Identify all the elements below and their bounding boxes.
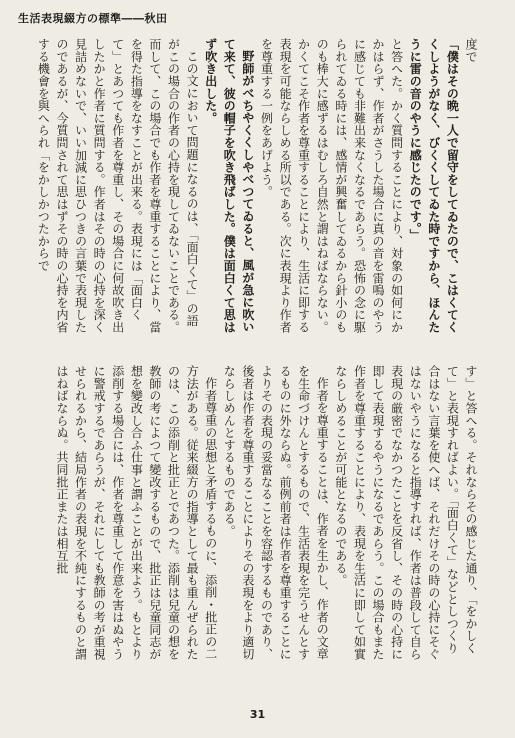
page-number: 31 bbox=[249, 708, 266, 721]
paragraph: 度で bbox=[464, 38, 478, 63]
lower-text-block bbox=[14, 365, 480, 662]
paragraph: 作者を尊重することは、作者を生かし、作者の文章を生命づけんとするもので、生活表現を完うせんとするものに外ならぬ。前例前者は作者を尊重することによりその表現の妥當なることを容認するものであり、後者は作者を尊重することによりその表現をより適切ならしめんとするものである。 bbox=[222, 365, 330, 661]
running-title: 生活表現綴方の標準――秋田 bbox=[18, 12, 168, 25]
paragraph: この文において問題になるのは、「面白くて」の語がこの場合の作者の心持を現してゐないことである。而して、この場合でも作者を尊重することにより、當を得た指導をなすことが出来る。表現には「面白くて」とあつても作者を尊重し、その場合に何故吹き出したかと作者に質問する。作者はその時の心持を深く見詰めないで、いい加減に思ひつきの言葉で表現したのであるが、今質問されて思はずその時の心持を内省する機會を與へられ「をかしかつたからで bbox=[36, 38, 200, 334]
example-sentence: 野師がべちやくくしやべつてゐると、風が急に吹いて来て、彼の帽子を吹き飛ばした。僕は面白くて思はず吹き出した。 bbox=[203, 38, 255, 334]
paragraph: 作者尊重の思想と矛盾するものに、添削・批正の二方法がある。従来綴方の指導として最も重んぜられたのは、この添削と批正とであつた。添削は兒童の想を教師の考によつて變改するもので、批正は兒童同志が想を變改し合ふ仕事と謂ふことが出来よう。もとより添削する場合には、作者を尊重して作意を害はぬやうに警戒するであらうが、それにしても教師の考が重視せられるから、結局作者の表現を不純にするものと謂はねばならぬ。共同批正または相互批 bbox=[54, 365, 218, 661]
quoted-answer: 「僕はその晩一人で留守をしてゐたので、こはくてくくしようがなく、びくくしてゐた時ですから、ほんたうに雷の音のやうに感じたのです。」 bbox=[408, 38, 460, 334]
paragraph: と答へた。かく質問することにより、対象の如何にかかはらず、作者がさうした場合に真の音を雷鳴のやうに感じても非難出来なくなるであらう。恐怖の念に駆られてゐる時には、感情が興奮してゐるから針小のものも棒大に感ずるはむしろ自然と謂はねばならない。かくてこそ作者を尊重することにより、生活に即する表現を可能ならしめる所以である。次に表現より作者を尊重する一例をあげよう。 bbox=[259, 38, 404, 334]
paragraph: す」と答へる。それならその感じた通り、「をかしくて」と表現すればよい。「面白くて」などとしつくり合はない言葉を使へば、それだけその時の心持にそぐはないやうになると指導すれば、作者は普段して自ら表現の厳密でなかつたことを反省し、その時の心持に即して表現するやうになるであらう。この場合もまた作者を尊重することにより、表現を生活に即して如實ならしめることが可能となるのである。 bbox=[333, 365, 478, 661]
upper-text-block bbox=[14, 38, 480, 335]
